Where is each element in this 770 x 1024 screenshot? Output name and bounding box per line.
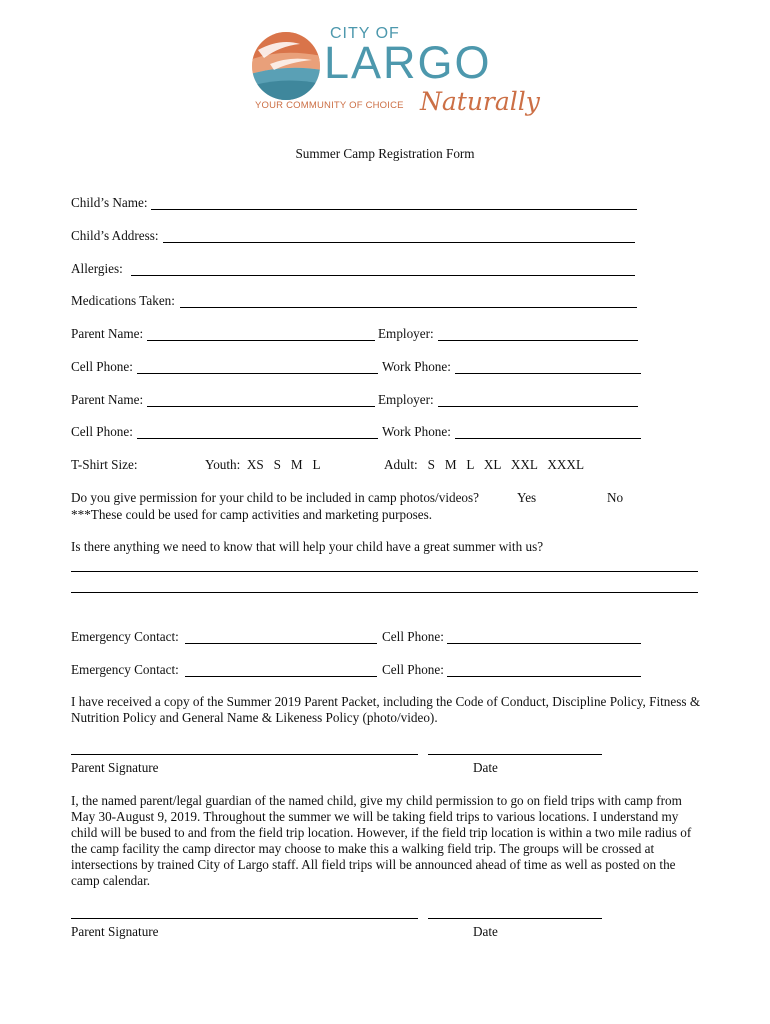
parent-signature-label: Parent Signature (71, 760, 159, 775)
logo-largo-text: LARGO (324, 37, 492, 88)
employer-label: Employer: (378, 326, 434, 341)
emergency-cell-phone-label: Cell Phone: (382, 662, 444, 677)
emergency-contact-label: Emergency Contact: (71, 629, 179, 644)
city-of-largo-logo (250, 25, 540, 130)
cell-phone-field[interactable] (137, 438, 378, 439)
emergency-cell-phone-label: Cell Phone: (382, 629, 444, 644)
cell-phone-label: Cell Phone: (71, 424, 133, 439)
date-line[interactable] (428, 918, 602, 919)
allergies-field[interactable] (131, 275, 635, 276)
emergency-contact-field[interactable] (185, 643, 377, 644)
date-line[interactable] (428, 754, 602, 755)
youth-size-options[interactable]: Youth: XS S M L (205, 457, 321, 472)
help-answer-line-2[interactable] (71, 592, 698, 593)
packet-statement: I have received a copy of the Summer 2019 Parent Packet, including the Code of Conduct, Discipline Policy, Fitness & Nutrition Policy and General Name & Likeness Policy (photo/video). (71, 694, 701, 725)
adult-size-options[interactable]: Adult: S M L XL XXL XXXL (384, 457, 585, 472)
logo-naturally-text: Naturally (420, 87, 540, 116)
emergency-contact-field[interactable] (185, 676, 377, 677)
parent-signature-line[interactable] (71, 754, 418, 755)
photo-no-option[interactable]: No (607, 490, 624, 505)
employer-label: Employer: (378, 392, 434, 407)
cell-phone-label: Cell Phone: (71, 359, 133, 374)
form-title: Summer Camp Registration Form (295, 146, 475, 161)
allergies-label: Allergies: (71, 261, 123, 276)
date-label: Date (473, 760, 498, 775)
work-phone-label: Work Phone: (382, 359, 451, 374)
parent-name-field[interactable] (147, 340, 375, 341)
help-question: Is there anything we need to know that will help your child have a great summer with us? (71, 539, 544, 554)
cell-phone-field[interactable] (137, 373, 378, 374)
parent-name-field[interactable] (147, 406, 375, 407)
tshirt-size-label: T-Shirt Size: (71, 457, 138, 472)
logo-city-of-text: CITY OF (330, 25, 400, 42)
photo-yes-option[interactable]: Yes (517, 490, 537, 505)
photo-permission-question: Do you give permission for your child to be included in camp photos/videos? (71, 490, 480, 505)
date-label: Date (473, 924, 498, 939)
parent-name-label: Parent Name: (71, 326, 144, 341)
medications-label: Medications Taken: (71, 293, 175, 308)
work-phone-field[interactable] (455, 438, 641, 439)
emergency-cell-phone-field[interactable] (447, 643, 641, 644)
parent-signature-line[interactable] (71, 918, 418, 919)
child-address-field[interactable] (163, 242, 635, 243)
work-phone-label: Work Phone: (382, 424, 451, 439)
child-name-label: Child’s Name: (71, 195, 148, 210)
largo-emblem-icon (250, 30, 322, 102)
child-address-label: Child’s Address: (71, 228, 159, 243)
emergency-cell-phone-field[interactable] (447, 676, 641, 677)
employer-field[interactable] (438, 340, 638, 341)
medications-field[interactable] (180, 307, 637, 308)
parent-name-label: Parent Name: (71, 392, 144, 407)
photo-note: ***These could be used for camp activities and marketing purposes. (71, 507, 433, 522)
emergency-contact-label: Emergency Contact: (71, 662, 179, 677)
field-trip-statement: I, the named parent/legal guardian of the named child, give my child permission to go on field trips with camp from May 30-August 9, 2019. Throughout the summer we will be taking field trips to various locations. I understand my child will be bused to and from the field trip location. However, if the field trip location is within a two mile radius of the camp facility the camp director may choose to make this a walking field trip. The groups will be crossed at intersections by trained City of Largo staff. All field trips will be announced ahead of time as well as posted on the camp calendar. (71, 793, 692, 888)
help-answer-line-1[interactable] (71, 571, 698, 572)
employer-field[interactable] (438, 406, 638, 407)
parent-signature-label: Parent Signature (71, 924, 159, 939)
work-phone-field[interactable] (455, 373, 641, 374)
child-name-field[interactable] (151, 209, 637, 210)
logo-tagline: YOUR COMMUNITY OF CHOICE (255, 100, 404, 111)
